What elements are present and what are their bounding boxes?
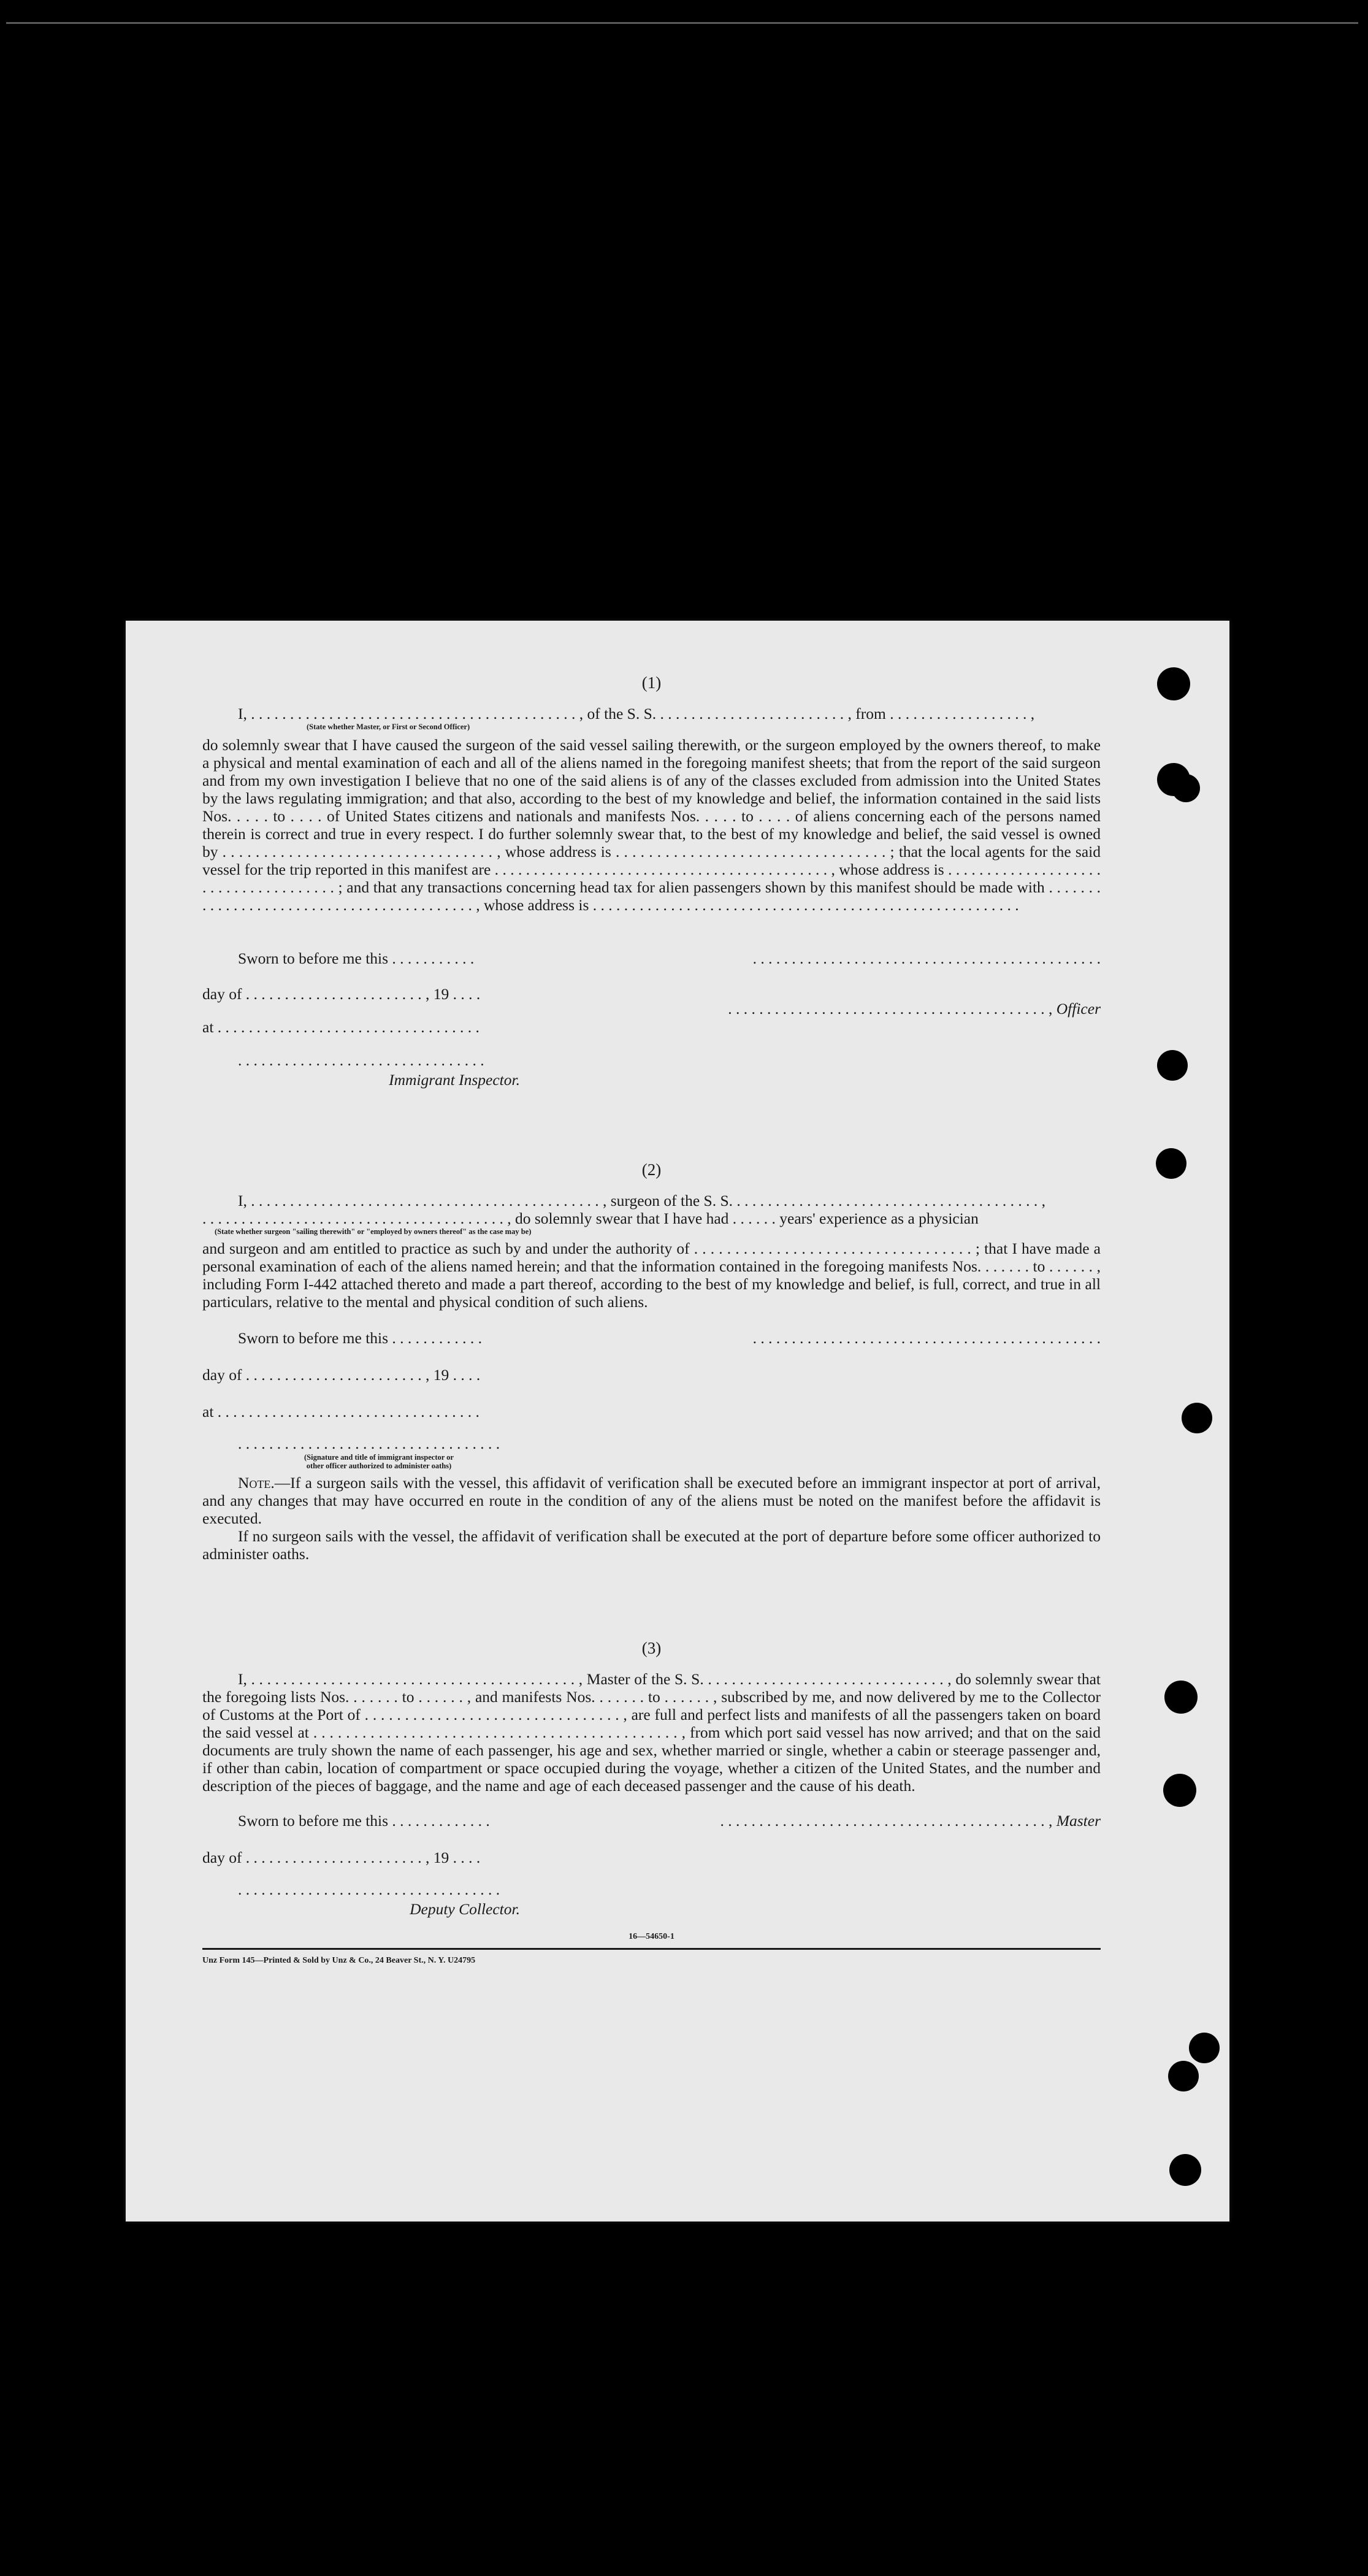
punch-hole [1172,774,1200,802]
punch-hole [1157,1050,1188,1081]
inspector-label: Immigrant Inspector. [389,1071,520,1089]
note-label: Note. [238,1474,275,1492]
signature-line: . . . . . . . . . . . . . . . . . . . . . . . . . . . . . . . . . . . . . . . . . . . . . [752,949,1101,967]
inspector-line: . . . . . . . . . . . . . . . . . . . . . . . . . . . . . . . . . . [238,1435,500,1452]
surgeon-oath-body: and surgeon and am entitled to practice as such by and under the authority of . . . . . . . . . . . . . . . . . . . . . . . . . . . . . . . . . . ; that I have made a personal examination of each of the aliens named herein; and that the information contained in the foregoing manifests Nos. . . . . . . to . . . . . . , including Form I-442 attached thereto and made a part thereof, according to the best of my knowledge and belief, is full, correct, and true in all particulars, relative to the mental and physical condition of such aliens. [202,1240,1101,1311]
punch-hole [1182,1403,1212,1433]
master-oath-line: I, . . . . . . . . . . . . . . . . . . . . . . . . . . . . . . . . . . . . . . . . . . , of the S. S. . . . . . . . . . . . . . . . . . . . . . . . . , from . . . . . . . . . . . . . . . . . . , [238,705,1035,723]
punch-hole [1157,667,1190,700]
officer-label: Officer [1056,1000,1101,1018]
surgeon-experience-line: . . . . . . . . . . . . . . . . . . . . . . . . . . . . . . . . . . . . . . . , do solemnly swear that I have had . . . . . . years' experience as a physician [202,1209,979,1227]
note-paragraph-2: If no surgeon sails with the vessel, the affidavit of verification shall be executed at the port of departure before some officer authorized to administer oaths. [202,1527,1101,1563]
printer-footer: Unz Form 145—Printed & Sold by Unz & Co., 24 Beaver St., N. Y. U24795 [202,1956,476,1965]
punch-hole [1169,2154,1201,2186]
top-rule [6,22,1358,24]
at-row [202,1018,1101,1037]
inspector-block [202,1051,520,1089]
form-content [202,673,1101,1966]
sworn-text: Sworn to before me this . . . . . . . . . . . [238,949,475,967]
officer-line: . . . . . . . . . . . . . . . . . . . . . . . . . . . . . . . . . . . . . . . . . , [728,1000,1053,1018]
document-page [126,621,1229,2221]
master-label: Master [1056,1812,1101,1830]
punch-hole [1189,2033,1220,2063]
collector-label: Deputy Collector. [410,1900,520,1918]
section-number: (3) [641,1639,662,1657]
master-line: . . . . . . . . . . . . . . . . . . . . . . . . . . . . . . . . . . . . . . . . . . , [720,1812,1053,1830]
caption-surgeon-type: (State whether surgeon "sailing therewith" or "employed by owners thereof" as the case may be) [215,1227,532,1236]
at-text: at . . . . . . . . . . . . . . . . . . . . . . . . . . . . . . . . . . [202,1018,480,1036]
note-text-1: —If a surgeon sails with the vessel, this affidavit of verification shall be executed before an immigrant inspector at port of arrival, and any changes that may have occurred en route in the condition of any of the aliens must be noted on the manifest before the affidavit is executed. [202,1474,1101,1527]
caption-officer-rank: (State whether Master, or First or Second Officer) [307,723,470,731]
form-number: 16—54650-1 [629,1932,674,1941]
sworn-row [202,1329,1101,1347]
section-2 [202,1160,1101,1563]
sworn-row [202,949,1101,968]
inspector-caption-2: other officer authorized to administer oaths) [306,1462,452,1470]
punch-hole [1163,1774,1196,1807]
note-paragraph-1 [202,1474,1101,1527]
day-text: day of . . . . . . . . . . . . . . . . . . . . . . . , 19 . . . . [202,985,481,1003]
footer-rule [202,1948,1101,1950]
punch-hole [1164,1681,1198,1714]
inspector-caption-1: (Signature and title of immigrant inspector or [304,1453,454,1462]
day-row [202,1366,1101,1384]
inspector-line: . . . . . . . . . . . . . . . . . . . . . . . . . . . . . . . . [238,1051,484,1069]
day-text: day of . . . . . . . . . . . . . . . . . . . . . . . , 19 . . . . [202,1849,481,1866]
punch-hole [1168,2061,1199,2091]
surgeon-oath-line: I, . . . . . . . . . . . . . . . . . . . . . . . . . . . . . . . . . . . . . . . . . . . . . , surgeon of the S. S. . . . . . . . . . . . . . . . . . . . . . . . . . . . . . . . . . . . . . . . , [238,1192,1046,1209]
master-oath-body: do solemnly swear that I have caused the surgeon of the said vessel sailing therewith, or the surgeon employed by the owners thereof, to make a physical and mental examination of each and all of the aliens named in the foregoing manifest sheets; that from the report of the said surgeon and from my own investigation I believe that no one of the said aliens is of any of the classes excluded from admission into the United States by the laws regulating immigration; and that also, according to the best of my knowledge and belief, the information contained in the said lists Nos. . . . . to . . . . of United States citizens and nationals and manifests Nos. . . . . to . . . . of aliens concerning each of the persons named therein is correct and true in every respect. I do further solemnly swear that, to the best of my knowledge and belief, the said vessel is owned by . . . . . . . . . . . . . . . . . . . . . . . . . . . . . . . . . , whose address is . . . . . . . . . . . . . . . . . . . . . . . . . . . . . . . . . ; that the local agents for the said vessel for the trip reported in this manifest are . . . . . . . . . . . . . . . . . . . . . . . . . . . . . . . . . . . . . . . . . . . , whose address is . . . . . . . . . . . . . . . . . . . . . . . . . . . . . . . . . . . . . ; and that any transactions concerning head tax for alien passengers shown by this manifest should be made with . . . . . . . . . . . . . . . . . . . . . . . . . . . . . . . . . . . . . . . . . . , whose address is . . . . . . . . . . . . . . . . . . . . . . . . . . . . . . . . . . . . . . . . . . . . . . . . . . . . . . . [202,736,1101,914]
master-arrival-oath-body: I, . . . . . . . . . . . . . . . . . . . . . . . . . . . . . . . . . . . . . . . . . , Master of the S. S. . . . . . . . . . . . . . . . . . . . . . . . . . . . . . . , do solemnly swear that the foregoing lists Nos. . . . . . . to . . . . . . , and manifests Nos. . . . . . . to . . . . . . , subscribed by me, and now delivered by me to the Collector of Customs at the Port of . . . . . . . . . . . . . . . . . . . . . . . . . . . . . . . . , are full and perfect lists and manifests of all the passengers taken on board the said vessel at . . . . . . . . . . . . . . . . . . . . . . . . . . . . . . . . . . . . . . . . . . . . . , from which port said vessel has now arrived; and that on the said documents are truly shown the name of each passenger, his age and sex, whether married or single, whether a cabin or steerage passenger and, if other than cabin, location of compartment or space occupied during the voyage, whether a citizen of the United States, and the number and description of the pieces of baggage, and the name and age of each deceased passenger and the cause of his death. [202,1670,1101,1795]
signature-line: . . . . . . . . . . . . . . . . . . . . . . . . . . . . . . . . . . . . . . . . . . . . . [752,1329,1101,1347]
section-number: (2) [641,1160,662,1179]
day-row [202,1849,1101,1867]
at-row [202,1403,1101,1421]
collector-block [202,1880,520,1919]
inspector-block [202,1435,520,1470]
collector-line: . . . . . . . . . . . . . . . . . . . . . . . . . . . . . . . . . . [238,1880,500,1898]
sworn-text: Sworn to before me this . . . . . . . . . . . . [238,1329,483,1347]
section-3 [202,1639,1101,1966]
sworn-master-row [202,1812,1101,1830]
punch-hole [1156,1148,1186,1179]
at-text: at . . . . . . . . . . . . . . . . . . . . . . . . . . . . . . . . . . [202,1403,480,1420]
sworn-text: Sworn to before me this . . . . . . . . . . . . . [238,1812,490,1830]
day-text: day of . . . . . . . . . . . . . . . . . . . . . . . , 19 . . . . [202,1366,481,1384]
section-1 [202,673,1101,1089]
section-number: (1) [641,673,662,692]
